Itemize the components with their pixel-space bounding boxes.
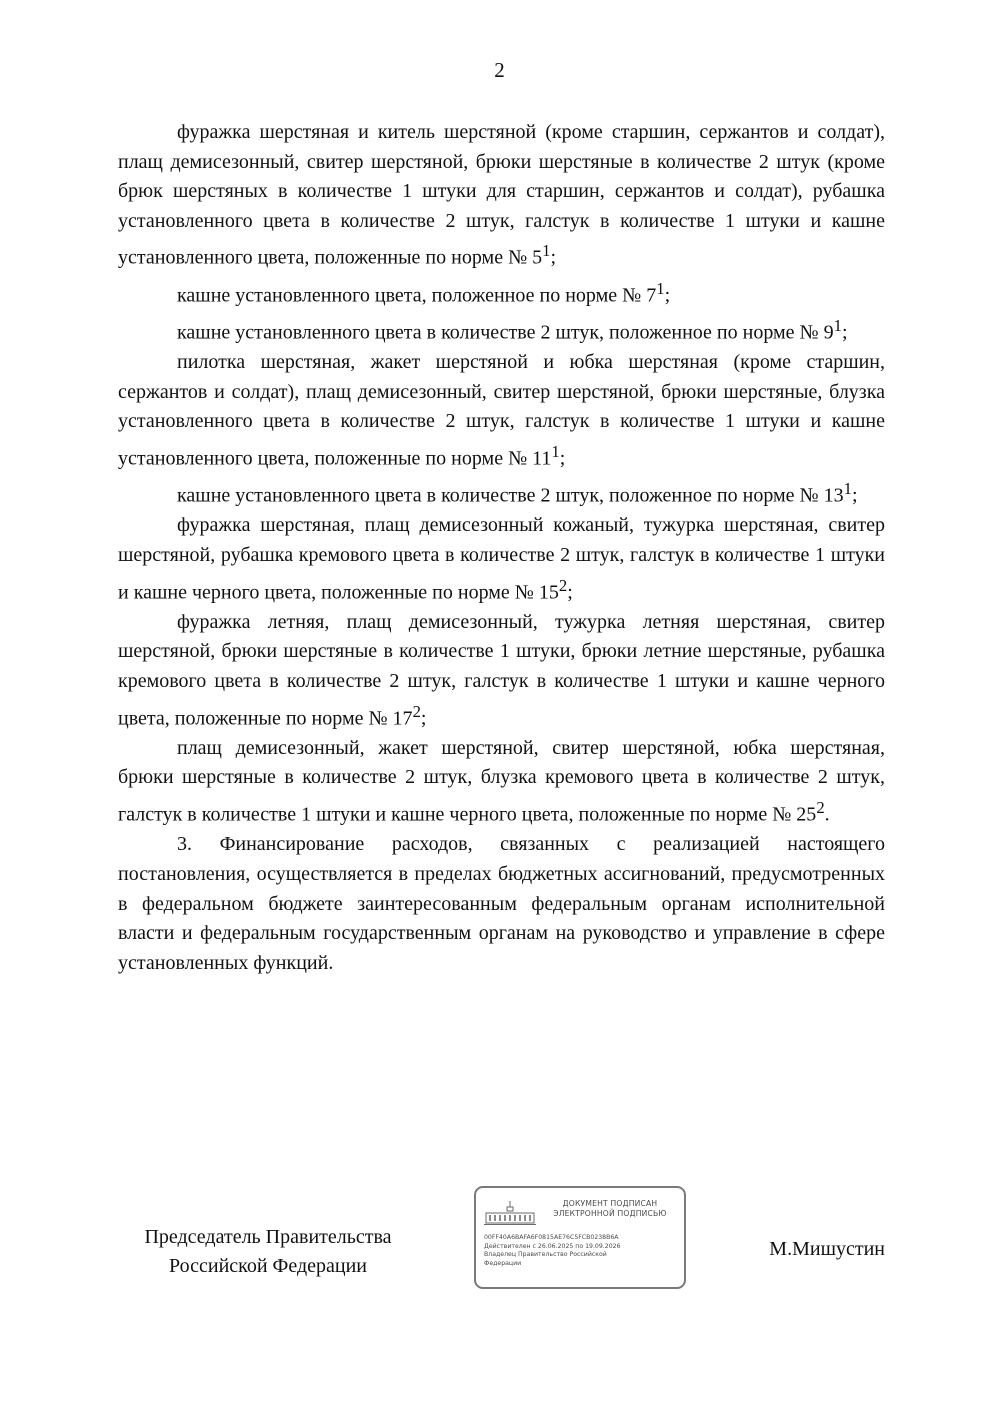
paragraph-text: фуражка летняя, плащ демисезонный, тужурка летняя шерстяная, свитер шерстяной, брюки шерстяные в количестве 1 штуки, брюки летние шерстяные, рубашка кремового цвета в количестве 2 штук, галстук в количестве 1 штуки и кашне черного цвета, положенные по норме № 17 [118,610,885,730]
footnote-mark: 1 [656,278,665,298]
government-building-icon [484,1200,536,1226]
footnote-mark: 1 [833,315,842,335]
footnote-mark: 2 [558,575,568,595]
paragraph-text: плащ демисезонный, жакет шерстяной, свитер шерстяной, юбка шерстяная, брюки шерстяные в количестве 2 штук, блузка кремового цвета в количестве 2 штук, галстук в количестве 1 штуки и кашне черного цвета, положенные по норме № 25 [118,736,885,826]
paragraph-text: кашне установленного цвета в количестве 2 штук, положенное по норме № 9 [177,321,834,344]
stamp-owner: Владелец Правительство Российской [484,1251,607,1258]
stamp-details [484,1234,680,1268]
signature-block [0,1190,999,1300]
signer-name: М.Мишустин [769,1238,885,1260]
footnote-mark: 1 [551,441,560,461]
page-number: 2 [494,58,505,82]
paragraph-text: кашне установленного цвета в количестве 2 штук, положенное по норме № 13 [177,484,844,507]
footnote-mark: 2 [412,701,421,721]
paragraph-tail: ; [664,284,671,307]
paragraph-tail: ; [851,484,858,507]
footnote-mark: 1 [843,479,852,499]
paragraph-norm-5 [118,118,885,274]
paragraph-text: фуражка шерстяная и китель шерстяной (кроме старшин, сержантов и солдат), плащ демисезонный, свитер шерстяной, брюки шерстяные в количестве 2 штук (кроме брюк шерстяных в количестве 1 штуки для старшин, сержантов и солдат), рубашка установленного цвета в количестве 2 штук, галстук в количестве 1 штуки и кашне установленного цвета, положенные по норме № 5 [118,121,885,270]
paragraph-text: 3. Финансирование расходов, связанных с реализацией настоящего постановления, осуществляется в пределах бюджетных ассигнований, предусмотренных в федеральном бюджете заинтересованным федеральным органам исполнительной власти и федеральным государственным органам на руководство и управление в сфере установленных функций. [118,833,885,974]
paragraph-tail: ; [550,247,557,270]
paragraph-tail: ; [567,581,573,604]
paragraph-text: пилотка шерстяная, жакет шерстяной и юбка шерстяная (кроме старшин, сержантов и солдат), плащ демисезонный, свитер шерстяной, брюки шерстяные, блузка установленного цвета в количестве 2 штук, галстук в количестве 1 штуки и кашне установленного цвета, положенные по норме № 11 [118,351,885,470]
paragraph-tail: ; [841,321,848,344]
stamp-header-line: ДОКУМЕНТ ПОДПИСАН [562,1199,658,1208]
document-body [118,118,885,978]
paragraph-norm-17 [118,608,885,734]
stamp-validity: Действителен с 26.06.2025 по 19.09.2026 [484,1242,621,1250]
paragraph-tail: ; [559,447,566,470]
stamp-certificate: 00FF40A6BAFA6F0815AE76C5FCB0238B6A [484,1234,619,1241]
footnote-mark: 2 [816,798,825,818]
paragraph-norm-15 [118,511,885,607]
stamp-header-line: ЭЛЕКТРОННОЙ ПОДПИСЬЮ [553,1209,667,1218]
paragraph-tail: . [824,803,830,826]
signer-position-line: Председатель Правительства [144,1226,392,1248]
paragraph-norm-9 [118,311,885,348]
paragraph-norm-25 [118,734,885,830]
electronic-signature-stamp [474,1186,686,1289]
footnote-mark: 1 [542,241,551,261]
paragraph-text: кашне установленного цвета, положенное по норме № 7 [177,284,657,307]
paragraph-norm-11 [118,348,885,474]
paragraph-text: фуражка шерстяная, плащ демисезонный кожаный, тужурка шерстяная, свитер шерстяной, рубашка кремового цвета в количестве 2 штук, галстук в количестве 1 штуки и кашне черного цвета, положенные по норме № 15 [118,514,885,604]
paragraph-financing [118,830,885,978]
paragraph-tail: ; [420,707,427,730]
signer-position [118,1223,418,1281]
paragraph-norm-13 [118,474,885,511]
paragraph-norm-7 [118,274,885,311]
stamp-owner: Федерации [484,1259,522,1267]
stamp-header [540,1199,680,1219]
signer-position-line: Российской Федерации [168,1255,368,1277]
